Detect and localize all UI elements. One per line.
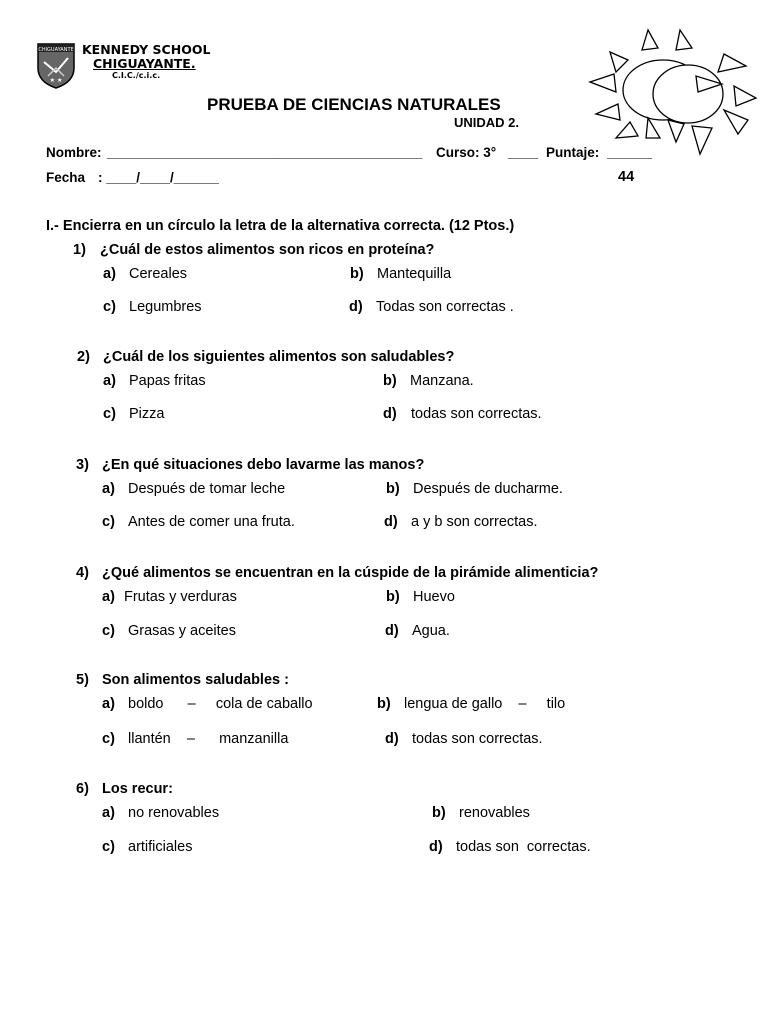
- name-field[interactable]: __________________________________________: [107, 145, 423, 160]
- school-city: CHIGUAYANTE.: [93, 56, 196, 71]
- question-text: Son alimentos saludables :: [102, 672, 289, 688]
- course-field[interactable]: ____: [508, 145, 539, 160]
- name-label: Nombre:: [46, 145, 102, 160]
- option-letter-c[interactable]: c): [102, 623, 115, 639]
- option-text-d: todas son correctas.: [412, 731, 543, 747]
- option-text-c: artificiales: [128, 839, 193, 855]
- question-number: 1): [73, 242, 86, 258]
- question-number: 2): [77, 349, 90, 365]
- option-letter-c[interactable]: c): [102, 839, 115, 855]
- option-letter-d[interactable]: d): [429, 839, 443, 855]
- question-number: 6): [76, 781, 89, 797]
- option-text-d: todas son correctas.: [456, 839, 591, 855]
- svg-text:★ ★: ★ ★: [49, 77, 63, 84]
- option-letter-a[interactable]: a): [102, 696, 115, 712]
- option-letter-a[interactable]: a): [103, 266, 116, 282]
- option-letter-c[interactable]: c): [103, 299, 116, 315]
- option-text-b: renovables: [459, 805, 530, 821]
- option-text-b: Después de ducharme.: [413, 481, 563, 497]
- option-letter-b[interactable]: b): [386, 589, 400, 605]
- option-text-d: a y b son correctas.: [411, 514, 538, 530]
- option-letter-b[interactable]: b): [383, 373, 397, 389]
- school-code: C.I.C./c.i.c.: [112, 71, 161, 80]
- option-letter-b[interactable]: b): [386, 481, 400, 497]
- option-text-c: Legumbres: [129, 299, 202, 315]
- option-letter-c[interactable]: c): [102, 731, 115, 747]
- option-letter-d[interactable]: d): [385, 623, 399, 639]
- option-letter-c[interactable]: c): [103, 406, 116, 422]
- option-text-c: Antes de comer una fruta.: [128, 514, 295, 530]
- option-text-b: Mantequilla: [377, 266, 452, 282]
- option-letter-a[interactable]: a): [102, 481, 115, 497]
- option-text-b: lengua de gallo – tilo: [404, 696, 566, 712]
- option-text-a: Papas fritas: [129, 373, 206, 389]
- question-number: 5): [76, 672, 89, 688]
- date-label: Fecha: [46, 170, 86, 185]
- school-crest-logo: [36, 42, 76, 90]
- question-text: ¿Cuál de los siguientes alimentos son saludables?: [103, 349, 455, 365]
- question-number: 3): [76, 457, 89, 473]
- option-letter-a[interactable]: a): [102, 805, 115, 821]
- option-letter-a[interactable]: a): [102, 589, 115, 605]
- score-label: Puntaje:: [546, 145, 600, 160]
- option-text-a: Frutas y verduras: [124, 589, 237, 605]
- question-text: Los recur:: [102, 781, 173, 797]
- option-letter-b[interactable]: b): [350, 266, 364, 282]
- option-text-a: Después de tomar leche: [128, 481, 286, 497]
- course-label: Curso: 3°: [436, 145, 497, 160]
- section-instruction: I.- Encierra en un círculo la letra de la alternativa correcta. (12 Ptos.): [46, 218, 515, 234]
- page-title: PRUEBA DE CIENCIAS NATURALES: [207, 95, 501, 114]
- option-letter-d[interactable]: d): [383, 406, 397, 422]
- question-text: ¿Cuál de estos alimentos son ricos en proteína?: [100, 242, 435, 258]
- option-letter-b[interactable]: b): [377, 696, 391, 712]
- option-letter-a[interactable]: a): [103, 373, 116, 389]
- option-text-c: llantén – manzanilla: [128, 731, 289, 747]
- option-text-b: Huevo: [413, 589, 455, 605]
- question-text: ¿En qué situaciones debo lavarme las manos?: [102, 457, 425, 473]
- option-text-b: Manzana.: [410, 373, 474, 389]
- option-text-d: todas son correctas.: [411, 406, 542, 422]
- option-letter-d[interactable]: d): [349, 299, 363, 315]
- date-field[interactable]: : ____/____/______: [98, 170, 219, 185]
- test-number: 44: [618, 169, 635, 185]
- score-field[interactable]: ______: [607, 145, 653, 160]
- school-name: KENNEDY SCHOOL: [82, 42, 211, 57]
- sun-drawing: [588, 26, 760, 158]
- option-text-c: Grasas y aceites: [128, 623, 236, 639]
- option-letter-d[interactable]: d): [385, 731, 399, 747]
- unit-label: UNIDAD 2.: [454, 115, 520, 130]
- option-text-a: no renovables: [128, 805, 220, 821]
- option-text-c: Pizza: [129, 406, 165, 422]
- option-text-d: Todas son correctas .: [376, 299, 514, 315]
- question-number: 4): [76, 565, 89, 581]
- option-text-a: Cereales: [129, 266, 188, 282]
- option-letter-d[interactable]: d): [384, 514, 398, 530]
- option-letter-c[interactable]: c): [102, 514, 115, 530]
- option-letter-b[interactable]: b): [432, 805, 446, 821]
- crest-text: CHIGUAYANTE: [38, 47, 74, 53]
- option-text-d: Agua.: [412, 623, 450, 639]
- option-text-a: boldo – cola de caballo: [128, 696, 313, 712]
- question-text: ¿Qué alimentos se encuentran en la cúspide de la pirámide alimenticia?: [102, 565, 599, 581]
